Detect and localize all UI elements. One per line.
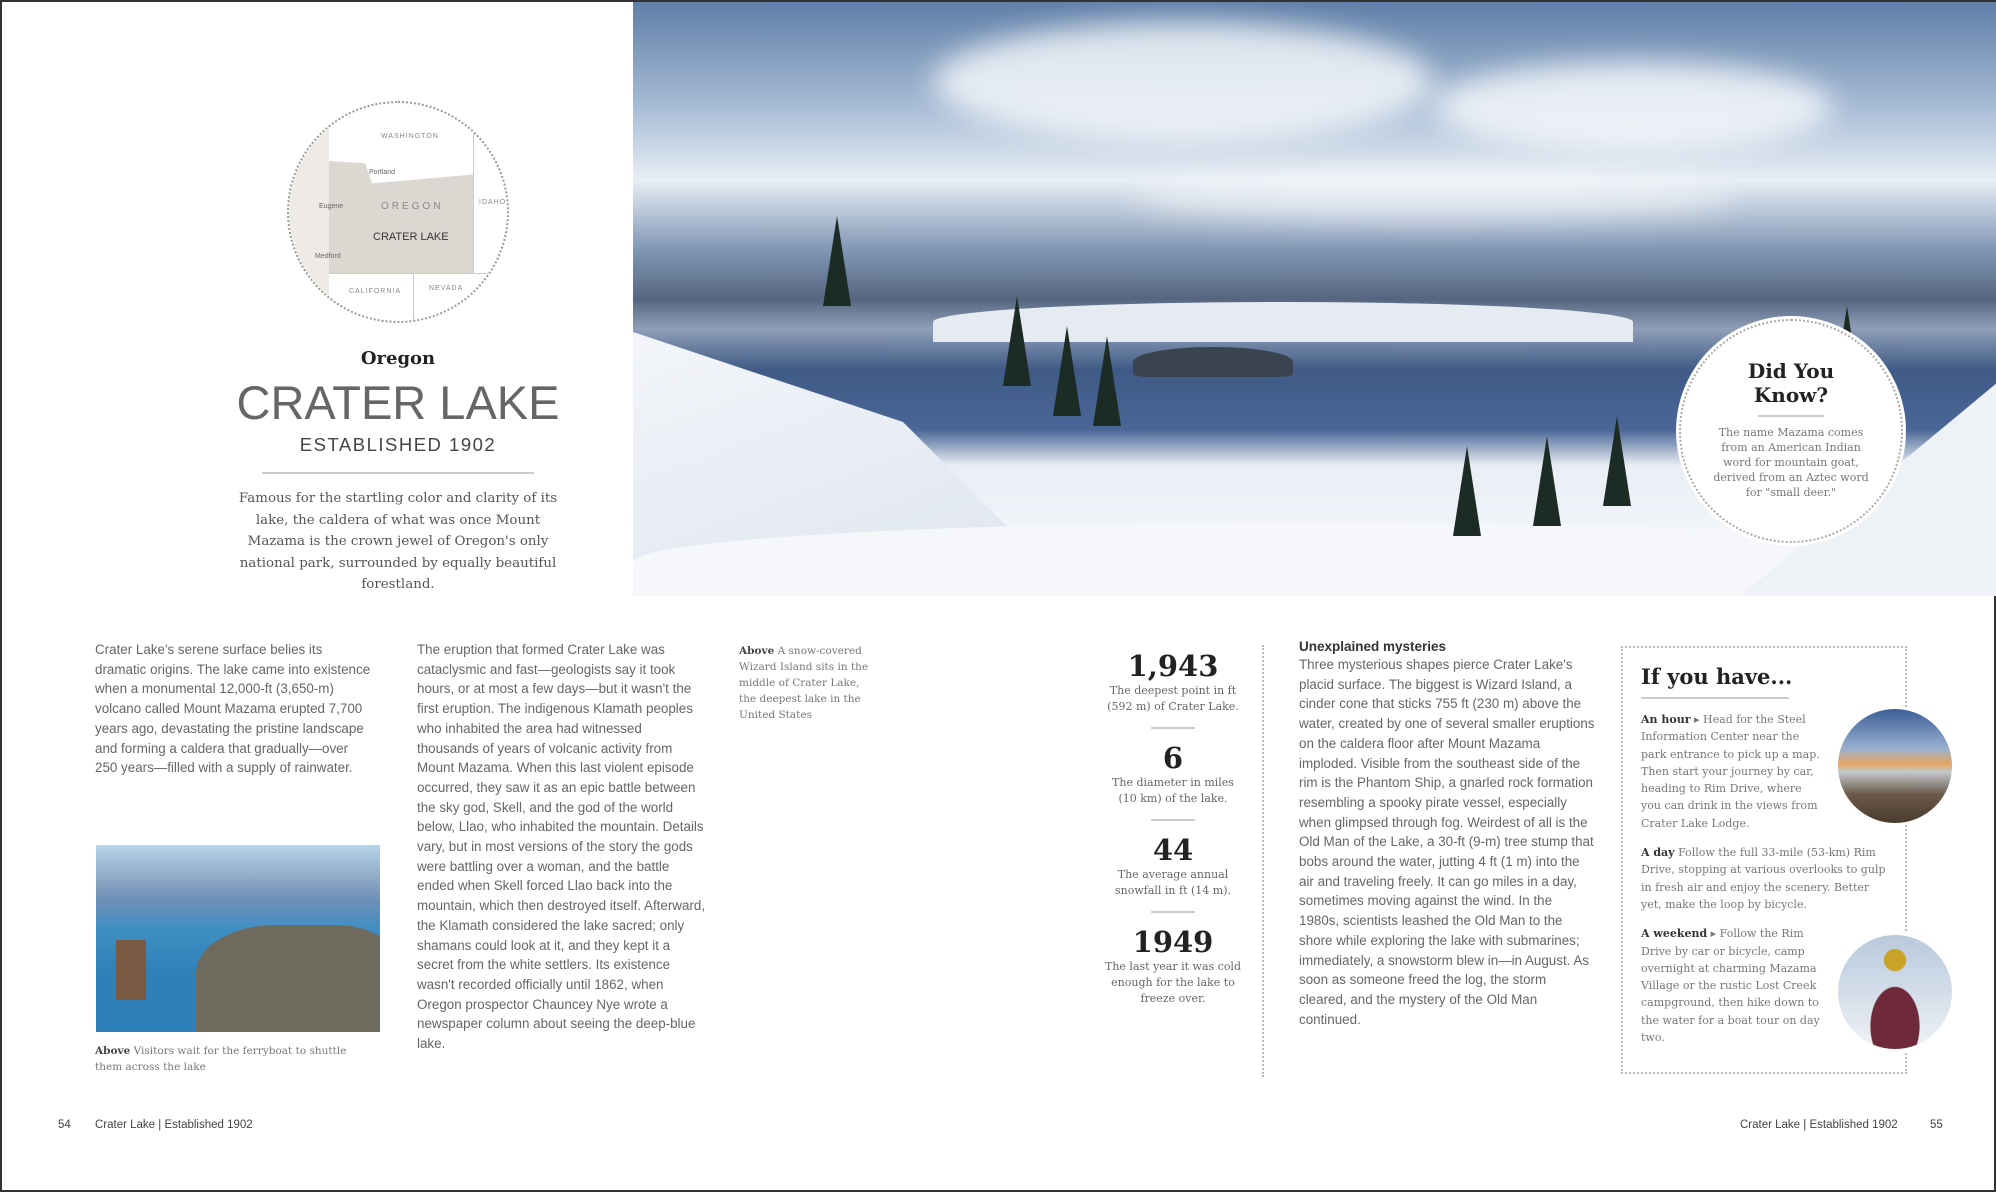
did-you-know-callout bbox=[1679, 319, 1903, 543]
arrow-icon: ▸ bbox=[1694, 713, 1700, 726]
stat bbox=[1102, 833, 1244, 899]
did-you-know-text: The name Mazama comes from an American Indian word for mountain goat, derived from an Aztec word for "small deer." bbox=[1713, 426, 1869, 499]
hero-caption bbox=[739, 643, 879, 723]
itinerary-weekend bbox=[1641, 925, 1821, 1046]
divider bbox=[262, 472, 534, 474]
caption-label: Above bbox=[95, 1045, 131, 1057]
map-label: OREGON bbox=[381, 201, 444, 212]
mysteries-heading: Unexplained mysteries bbox=[1299, 639, 1447, 654]
map-label: WASHINGTON bbox=[381, 133, 439, 140]
right-page-number: 55 bbox=[1930, 1119, 1943, 1131]
body-column-1: Crater Lake's serene surface belies its dramatic origins. The lake came into existence when a monumental 12,000-ft (3,650-m) volcano called Mount Mazama erupted 7,700 years ago, devastating the pristine landscape and forming a caldera that gradually—over 250 years—filled with a supply of rainwater. bbox=[95, 642, 371, 776]
map-label: IDAHO bbox=[479, 199, 507, 206]
item-label: An hour bbox=[1641, 713, 1691, 726]
page-title: CRATER LAKE bbox=[236, 376, 560, 429]
item-label: A day bbox=[1641, 846, 1675, 860]
map-label: NEVADA bbox=[429, 285, 464, 292]
itinerary-day bbox=[1641, 844, 1887, 913]
stat-value: 44 bbox=[1152, 833, 1194, 867]
if-you-have-title: If you have... bbox=[1641, 664, 1793, 689]
locator-map bbox=[287, 101, 509, 323]
photo-caption bbox=[95, 1043, 375, 1075]
established-subtitle: ESTABLISHED 1902 bbox=[299, 434, 497, 455]
item-label: A weekend bbox=[1641, 927, 1708, 941]
body-column-2: The eruption that formed Crater Lake was cataclysmic and fast—geologists say it took hours, or at most a few days—but it wasn't the first eruption. The indigenous Klamath peoples who inhabited the area had witnessed thousands of years of volcanic activity from Mount Mazama. When this last violent episode occurred, they saw it as an epic battle between the sky god, Skell, and the god of the world below, Llao, who inhabited the mountain. Details vary, but in most versions of the story the gods were battling over a woman, and the battle ended when Skell forced Llao back into the mountain, which then destroyed itself. Afterward, the Klamath considered the lake sacred; only shamans could look at it, and they kept it a secret from the white settlers. Its existence wasn't recorded officially until 1862, when Oregon prospector Chauncey Nye wrote a newspaper column about seeing the deep-blue lake. bbox=[417, 642, 706, 1052]
stat-text: The deepest point in ft (592 m) of Crater Lake. bbox=[1107, 684, 1239, 713]
stat-text: The diameter in miles (10 km) of the lake. bbox=[1112, 776, 1234, 805]
stat bbox=[1102, 925, 1244, 1007]
map-label: Medford bbox=[315, 253, 341, 260]
itinerary-hour bbox=[1641, 711, 1821, 832]
stat bbox=[1102, 741, 1244, 807]
left-running-footer: Crater Lake | Established 1902 bbox=[95, 1119, 253, 1131]
did-you-know-title: Did You Know? bbox=[1747, 359, 1835, 407]
item-text: Follow the Rim Drive by car or bicycle, camp overnight at charming Mazama Village or the rustic Lost Creek campground, then hike down to the water for a boat tour on day two. bbox=[1641, 927, 1820, 1045]
intro-text: Famous for the startling color and clarity of its lake, the caldera of what was once Mount Mazama is the crown jewel of Oregon's only national park, surrounded by equally beautiful forestland. bbox=[238, 491, 558, 592]
map-label-crater-lake: CRATER LAKE bbox=[373, 231, 449, 243]
caption-text: A snow-covered Wizard Island sits in the middle of Crater Lake, the deepest lake in the United States bbox=[739, 645, 869, 721]
ferry-visitors-photo bbox=[96, 845, 380, 1032]
mysteries-text: Three mysterious shapes pierce Crater Lake's placid surface. The biggest is Wizard Island, a cinder cone that sticks 755 ft (230 m) above the water, created by one of several smaller eruptions on the caldera floor after Mount Mazama imploded. Visible from the southeast side of the rim is the Phantom Ship, a gnarled rock formation resembling a spooky pirate vessel, especially when glimpsed through fog. Weirdest of all is the Old Man of the Lake, a 30-ft (9-m) tree stump that bobs around the water, jutting 4 ft (1 m) into the air and traveling freely. It can go miles in a day, sometimes moving against the wind. In the 1980s, scientists leashed the Old Man to the shore while exploring the lake with submarines; immediately, a snowstorm blew in—in August. As soon as someone freed the log, the storm cleared, and the mystery of the Old Man continued. bbox=[1299, 657, 1595, 1027]
stat-value: 1,943 bbox=[1127, 649, 1219, 683]
map-label: Eugene bbox=[319, 203, 344, 210]
stats-column bbox=[1102, 649, 1244, 1007]
caption-text: Visitors wait for the ferryboat to shuttle them across the lake bbox=[95, 1045, 347, 1073]
lodge-view-photo bbox=[1835, 706, 1955, 826]
map-label: Portland bbox=[369, 169, 396, 176]
arrow-icon: ▸ bbox=[1710, 927, 1717, 941]
stat bbox=[1102, 649, 1244, 715]
item-text: Head for the Steel Information Center near the park entrance to pick up a map. Then start your journey by car, heading to Rim Drive, where you can drink in the views from Crater Lake Lodge. bbox=[1641, 713, 1820, 830]
left-page-number: 54 bbox=[58, 1119, 71, 1131]
state-label: Oregon bbox=[360, 348, 436, 369]
right-running-footer: Crater Lake | Established 1902 bbox=[1740, 1119, 1898, 1131]
caption-label: Above bbox=[739, 645, 775, 657]
item-text: Follow the full 33-mile (53-km) Rim Drive, stopping at various overlooks to gulp in fresh air and enjoy the scenery. Better yet, make the loop by bicycle. bbox=[1641, 846, 1886, 911]
stat-text: The last year it was cold enough for the lake to freeze over. bbox=[1105, 960, 1241, 1005]
map-label: CALIFORNIA bbox=[349, 288, 402, 295]
dotted-divider bbox=[1262, 645, 1264, 1077]
stat-value: 1949 bbox=[1132, 925, 1214, 959]
hiker-photo bbox=[1835, 932, 1955, 1052]
stat-text: The average annual snowfall in ft (14 m). bbox=[1114, 868, 1232, 897]
stat-value: 6 bbox=[1162, 741, 1184, 775]
